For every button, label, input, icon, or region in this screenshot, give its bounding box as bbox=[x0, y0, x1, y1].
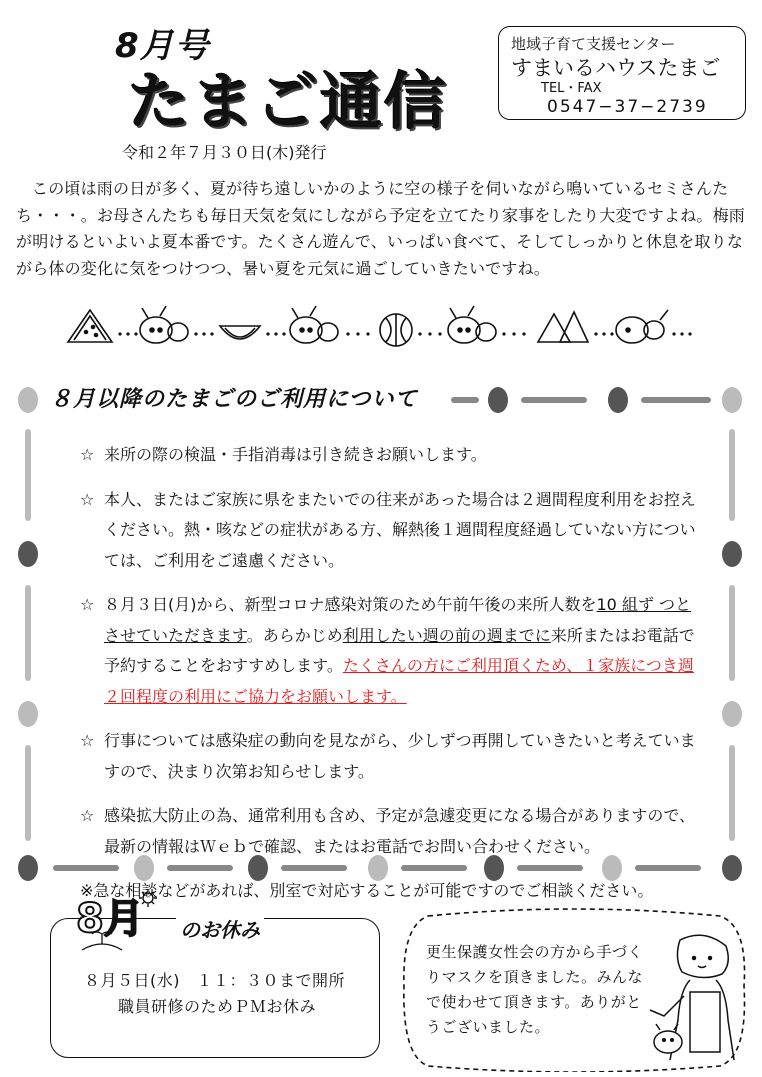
notice-item bbox=[80, 440, 704, 471]
thanks-message: 更生保護女性会の方から手づくりマスクを頂きました。みんなで使わせて頂きます。ありがとうございました。 bbox=[426, 943, 644, 1036]
star-bullet: ☆ bbox=[80, 445, 95, 464]
notice-text-part: 来所またはお電話で予約することをおすすめします。 bbox=[104, 625, 695, 675]
summer-decoration-row bbox=[60, 300, 710, 356]
beetle-icon bbox=[140, 306, 188, 343]
woman-head-icon bbox=[677, 935, 728, 977]
notice-item-text: 感染拡大防止の為、通常利用も含め、予定が急遽変更になる場合がありますので、最新の情報はＷｅｂで確認、またはお電話でお問い合わせください。 bbox=[104, 806, 696, 856]
apron-icon bbox=[690, 992, 720, 1052]
tel-label: TEL・FAX bbox=[541, 81, 602, 96]
watermelon-slices-icon bbox=[538, 312, 588, 342]
holiday-line-2: 職員研修のためＰＭお休み bbox=[118, 997, 317, 1016]
notice-item bbox=[80, 726, 704, 787]
notice-item-text: 行事については感染症の動向を見ながら、少しずつ再開していきたいと考えていますので、決まり次第お知らせします。 bbox=[104, 731, 696, 781]
notice-item-text: 本人、またはご家族に県をまたいでの往来があった場合は２週間程度利用をお控えください。熱・咳などの症状がある方、解熱後１週間程度経過していない方については、ご利用をご遠慮ください。 bbox=[104, 489, 696, 570]
notice-heading: ８月以降のたまごのご利用について bbox=[44, 382, 424, 413]
small-child-icon bbox=[654, 1024, 682, 1053]
issue-date: 令和２年７月３０日(木)発行 bbox=[122, 143, 327, 162]
center-info-box bbox=[498, 26, 746, 120]
star-bullet: ☆ bbox=[80, 806, 95, 825]
holiday-title: のお休み bbox=[176, 914, 264, 943]
newsletter-title: たまご通信 bbox=[128, 65, 449, 138]
star-bullet: ☆ bbox=[80, 731, 95, 750]
center-name: すまいるハウスたまご bbox=[511, 56, 721, 80]
beetle-icon bbox=[616, 310, 668, 343]
woman-illustration bbox=[640, 930, 750, 1070]
holiday-line-1: ８月５日(水) １１：３０まで開所 bbox=[84, 971, 345, 990]
holiday-month-graphic bbox=[72, 888, 162, 958]
intro-paragraph: この頃は雨の日が多く、夏が待ち遠しいかのように空の様子を伺いながら鳴いているセミさんたち・・・。お母さんたちも毎日天気を気にしながら予定を立てたり家事をしたり大変ですよね。梅雨が明けるといよいよ夏本番です。たくさん遊んで、いっぱい食べて、そしてしっかりと休息を取りながら体の変化に気をつけつつ、暑い夏を元気に過ごしていきたいですね。 bbox=[16, 179, 746, 278]
star-bullet: ☆ bbox=[80, 595, 95, 614]
notice-item bbox=[80, 590, 704, 712]
notice-text-part: ８月３日(月)から、新型コロナ感染対策のため午前午後の来所人数を bbox=[104, 595, 597, 614]
beetle-icon bbox=[448, 306, 496, 343]
issue-label: 8月号 bbox=[115, 26, 210, 66]
notice-text-part: 。あらかじめ bbox=[246, 625, 343, 645]
consultation-note: ※急な相談などがあれば、別室で対応することが可能ですのでご相談ください。 bbox=[80, 881, 654, 900]
notice-underlined-text: 10 組ず つとさせていただきます bbox=[104, 595, 692, 645]
notice-item bbox=[80, 801, 704, 862]
watermelon-half-icon bbox=[220, 326, 260, 339]
tel-number: 0547−37−2739 bbox=[547, 97, 708, 117]
holiday-month-text: 8月 bbox=[76, 896, 144, 942]
notice-item-text bbox=[104, 590, 704, 712]
center-type: 地域子育て支援センター bbox=[511, 35, 676, 53]
notice-item-text: 来所の際の検温・手指消毒は引き続きお願いします。 bbox=[104, 445, 487, 464]
notice-red-text: たくさんの方にご利用頂くため、１家族につき週２回程度の利用にご協力をお願いします。 bbox=[104, 656, 694, 706]
beetle-icon bbox=[290, 306, 338, 343]
notice-list bbox=[80, 440, 704, 907]
notice-item bbox=[80, 485, 704, 577]
notice-underlined-text: 利用したい週の前の週までに bbox=[342, 625, 551, 645]
star-bullet: ☆ bbox=[80, 489, 95, 509]
watermelon-slice-icon bbox=[68, 310, 112, 342]
watermelon-icon bbox=[380, 314, 412, 346]
